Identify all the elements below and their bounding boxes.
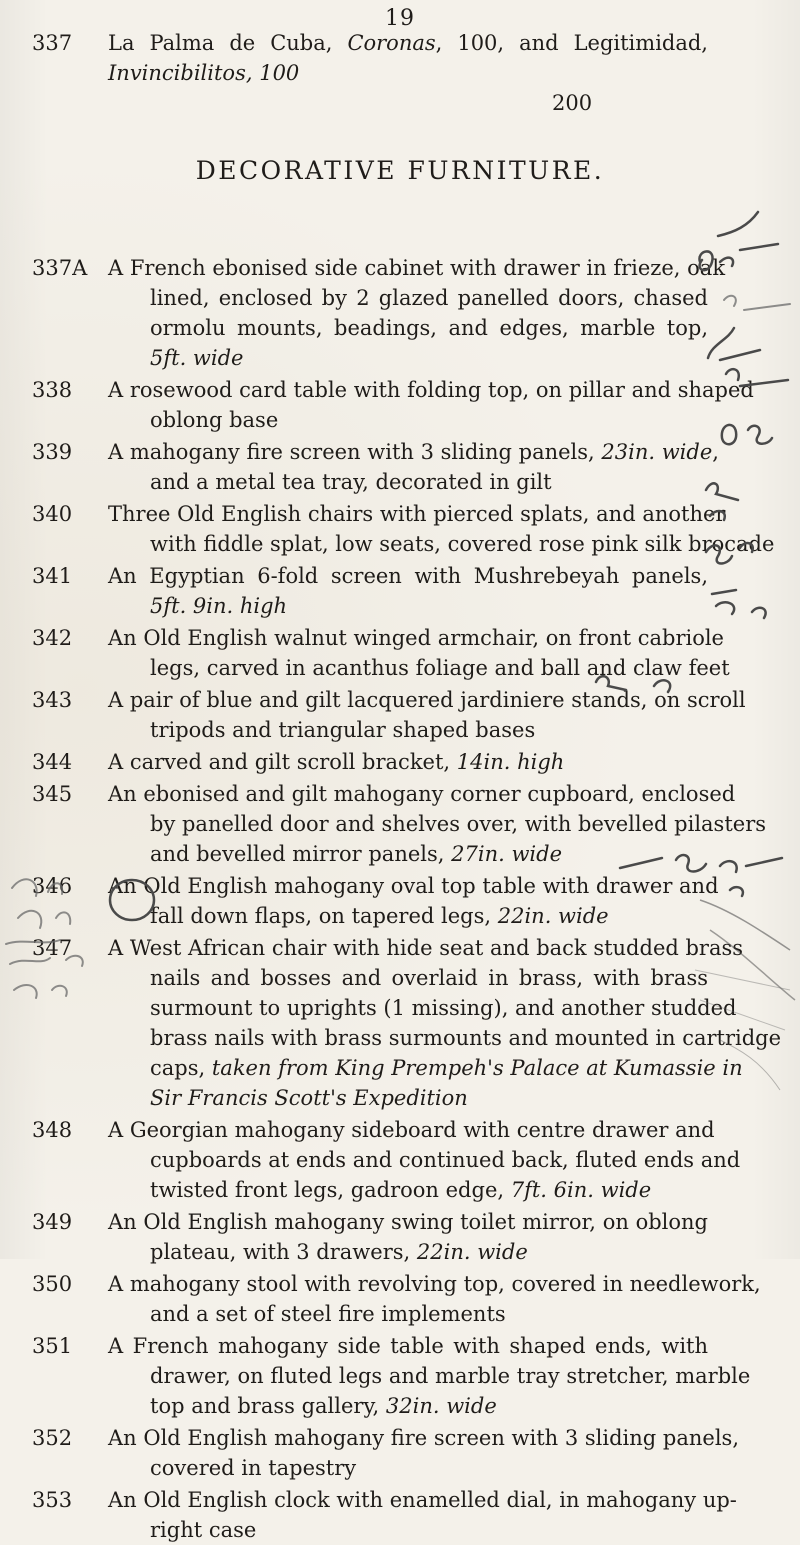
- lot-description: [108, 685, 746, 745]
- lot-line: A West African chair with hide seat and back studded brass: [108, 936, 744, 960]
- lot-line: An Old English clock with enamelled dial, in mahogany up-: [108, 1488, 737, 1512]
- lot-line: twisted front legs, gadroon edge, 7ft. 6in. wide: [150, 1178, 652, 1202]
- lot-description: [108, 1207, 708, 1267]
- lot-number: 345: [32, 782, 73, 806]
- lot-line: A pair of blue and gilt lacquered jardiniere stands, on scroll: [108, 688, 746, 712]
- lot-description: [108, 28, 708, 88]
- lot-line: caps, taken from King Prempeh's Palace at Kumassie in: [150, 1056, 743, 1080]
- lot-line: by panelled door and shelves over, with bevelled pilasters: [150, 812, 767, 836]
- lot-number: 342: [32, 626, 73, 650]
- lot-line: Invincibilitos, 100: [108, 61, 300, 85]
- lot-description: [108, 375, 754, 435]
- lot-number: 349: [32, 1210, 73, 1234]
- lot-line: Sir Francis Scott's Expedition: [150, 1086, 468, 1110]
- lot-description: [108, 871, 719, 931]
- lot-description: [108, 747, 708, 777]
- lot-number: 343: [32, 688, 73, 712]
- lot-line: top and brass gallery, 32in. wide: [150, 1394, 497, 1418]
- lot-number: 337: [32, 31, 73, 55]
- lot-line: 5ft. 9in. high: [150, 594, 288, 618]
- lot-description: [108, 1423, 739, 1483]
- lot-description: [108, 499, 775, 559]
- lot-description: [108, 1115, 741, 1205]
- lot-description: [108, 623, 730, 683]
- lot-number: 340: [32, 502, 73, 526]
- lot-line: Three Old English chairs with pierced splats, and another: [108, 502, 726, 526]
- lot-line: plateau, with 3 drawers, 22in. wide: [150, 1240, 528, 1264]
- lot-line: An Old English mahogany fire screen with 3 sliding panels,: [108, 1426, 739, 1450]
- lot-description: [108, 437, 719, 497]
- section-heading: DECORATIVE FURNITURE.: [195, 156, 605, 185]
- lot-line: cupboards at ends and continued back, fluted ends and: [150, 1148, 741, 1172]
- lot-number: 346: [32, 874, 73, 898]
- lot-number: 353: [32, 1488, 73, 1512]
- lot-description: [108, 1331, 751, 1421]
- lot-number: 352: [32, 1426, 73, 1450]
- lot-price: 200: [552, 91, 593, 115]
- lot-number: 348: [32, 1118, 73, 1142]
- lot-description: [108, 1485, 737, 1545]
- lot-line: legs, carved in acanthus foliage and ball and claw feet: [150, 656, 730, 680]
- lot-line: An ebonised and gilt mahogany corner cupboard, enclosed: [108, 782, 736, 806]
- lot-line: and a set of steel fire implements: [150, 1302, 506, 1326]
- lot-line: with fiddle splat, low seats, covered rose pink silk brocade: [150, 532, 775, 556]
- lot-line: A French mahogany side table with shaped ends, with: [108, 1334, 708, 1358]
- lot-line: A Georgian mahogany sideboard with centre drawer and: [108, 1118, 715, 1142]
- lot-line: brass nails with brass surmounts and mounted in cartridge: [150, 1026, 782, 1050]
- lot-line: A carved and gilt scroll bracket, 14in. high: [108, 750, 565, 774]
- lot-line: An Egyptian 6-fold screen with Mushrebeyah panels,: [108, 564, 708, 588]
- lot-line: drawer, on fluted legs and marble tray stretcher, marble: [150, 1364, 751, 1388]
- photo-fragment: [690, 890, 800, 1110]
- lot-number: 347: [32, 936, 73, 960]
- lot-line: A rosewood card table with folding top, on pillar and shaped: [108, 378, 754, 402]
- lot-number: 351: [32, 1334, 73, 1358]
- lot-description: [108, 933, 782, 1113]
- lot-line: fall down flaps, on tapered legs, 22in. wide: [150, 904, 609, 928]
- lot-line: An Old English mahogany swing toilet mirror, on oblong: [108, 1210, 708, 1234]
- lot-number: 339: [32, 440, 73, 464]
- lot-line: and bevelled mirror panels, 27in. wide: [150, 842, 563, 866]
- lot-number: 338: [32, 378, 73, 402]
- lot-line: 5ft. wide: [150, 346, 244, 370]
- lot-line: and a metal tea tray, decorated in gilt: [150, 470, 552, 494]
- lot-number: 337A: [32, 256, 88, 280]
- lot-line: nails and bosses and overlaid in brass, with brass: [150, 966, 708, 990]
- lot-description: [108, 1269, 761, 1329]
- lot-line: A French ebonised side cabinet with drawer in frieze, oak: [108, 256, 726, 280]
- lot-description: [108, 779, 767, 869]
- lot-line: A mahogany stool with revolving top, covered in needlework,: [108, 1272, 761, 1296]
- lot-line: covered in tapestry: [150, 1456, 357, 1480]
- lot-number: 341: [32, 564, 73, 588]
- lot-line: An Old English walnut winged armchair, on front cabriole: [108, 626, 724, 650]
- lot-line: oblong base: [150, 408, 279, 432]
- lot-line: right case: [150, 1518, 257, 1542]
- lot-number: 350: [32, 1272, 73, 1296]
- lot-line: A mahogany fire screen with 3 sliding panels, 23in. wide,: [108, 440, 719, 464]
- lot-line: surmount to uprights (1 missing), and another studded: [150, 996, 737, 1020]
- lot-line: lined, enclosed by 2 glazed panelled doors, chased: [150, 286, 708, 310]
- lot-line: ormolu mounts, beadings, and edges, marble top,: [150, 316, 708, 340]
- page-number: 19: [385, 6, 415, 31]
- lot-description: [108, 253, 726, 373]
- lot-description: [108, 561, 708, 621]
- lot-line: An Old English mahogany oval top table with drawer and: [108, 874, 719, 898]
- lot-number: 344: [32, 750, 73, 774]
- lot-line: tripods and triangular shaped bases: [150, 718, 536, 742]
- lot-line: La Palma de Cuba, Coronas, 100, and Legitimidad,: [108, 31, 708, 55]
